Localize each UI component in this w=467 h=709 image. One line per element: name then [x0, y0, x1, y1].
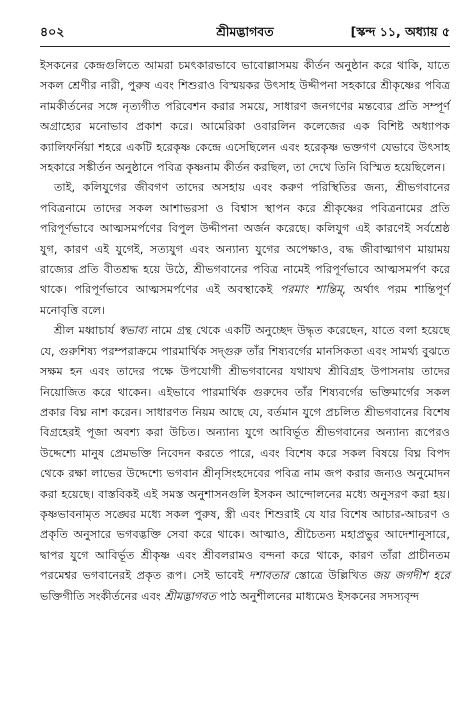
- italic-text: জয় জগদীশ হরে: [372, 569, 451, 583]
- book-page: [40, 22, 450, 692]
- paragraph-text: অর্থাৎ পরম শান্তিপূর্ণ মনোবৃত্তি বলে।: [40, 283, 450, 317]
- italic-text: স্বভাব্য: [118, 324, 147, 338]
- paragraph: [40, 321, 450, 607]
- page-body: [40, 56, 450, 607]
- paragraph-text: স্তোত্রে উল্লিখিত: [288, 569, 373, 583]
- italic-text: পরমাং শান্তিম্,: [279, 283, 347, 297]
- paragraph-text: ভক্তিগীতি সংকীর্তনের এবং: [40, 589, 165, 603]
- italic-text: শ্রীমদ্ভাগবত: [164, 589, 217, 603]
- paragraph-text: তাই, কলিযুগের জীবগণ তাদের অসহায় এবং করুণ পরিস্থিতির জন্য, শ্রীভগবানের পবিত্রনামে তাদের সকল আশাভরসা ও বিশ্বাস স্থাপন করে শ্রীকৃষ্ণের পবিত্রনামের প্রতি পরিপূর্ণভাবে আত্মসমর্পণের বিপুল উদ্দীপনা অর্জন করেছে। কলিযুগ এই কারণেই সর্বশ্রেষ্ঠ যুগ, কারণ এই যুগেই, সত্যযুগ এবং অন্যান্য যুগের অপেক্ষাও, বদ্ধ জীবাত্মাগণ মায়াময় রাজ্যের প্রতি বীতশ্রদ্ধ হয়ে উঠে, শ্রীভগবানের পবিত্র নামেই পরিপূর্ণভাবে আত্মসমর্পণ করে থাকে। পরিপূর্ণভাবে আত্মসমর্পণের এই অবস্থাকেই: [40, 181, 450, 297]
- paragraph-text: নামে গ্রন্থ থেকে একটি অনুচ্ছেদ উদ্ধৃত করেছেন, যাতে বলা হয়েছে যে, গুরুশিষ্য পরম্পরাক্রমে পারমার্থিক সদ্গুরু তাঁর শিষ্যবর্গের মানসিকতা এবং সামর্থ্য বুঝতে সক্ষম হন এবং তাদের পক্ষে উপযোগী শ্রীভগবানের যথাযথ শ্রীবিগ্রহ উপাসনায় তাদের নিয়োজিত করে থাকেন। এইভাবে পারমার্থিক গুরুদেব তাঁর শিষ্যবর্গের ভক্তিমার্গের সকল প্রকার বিঘ্ন নাশ করেন। সাধারণত নিয়ম আছে যে, বর্তমান যুগে প্রচলিত শ্রীভগবানের বিশেষ বিগ্রহেরই পূজা অবশ্য করা উচিত। অন্যান্য যুগে আবির্ভূত শ্রীভগবানের অন্যান্য রূপেরও উদ্দেশ্যে মানুষ প্রেমভক্তি নিবেদন করতে পারে, এবং বিশেষ করে সকল বিষয়ে বিঘ্ন বিপদ থেকে রক্ষা লাভের উদ্দেশ্যে ভগবান শ্রীনৃসিংহদেবের পবিত্র নাম জপ করার জন্যও অনুমোদন করা হয়েছে। বাস্তবিকই এই সমস্ত অনুশাসনগুলি ইসকন আন্দোলনের মধ্যে অনুসরণ করা হয়। কৃষ্ণভাবনামৃত সঙ্ঘের মধ্যে সকল পুরুষ, স্ত্রী এবং শিশুরাই যে যার বিশেষ আচার-আচরণ ও প্রকৃতি অনুসারে ভগবদ্ভক্তি সেবা করে থাকে। আত্মাও, শ্রীচৈতন্য মহাপ্রভুর আদেশানুসারে, দ্বাপর যুগে আবির্ভূত শ্রীকৃষ্ণ এবং শ্রীবলরামও বন্দনা করে থাকে, কারণ তাঁরা প্রাচীনতম পরমেশ্বর ভগবানেরই প্রকৃত রূপ। সেই ভাবেই: [40, 324, 450, 583]
- italic-text: দশাবতার: [248, 569, 289, 583]
- paragraph-text: পাঠ অনুশীলনের মাধ্যমেও ইসকনের সদস্যবৃন্দ: [216, 589, 420, 603]
- paragraph: [40, 178, 450, 321]
- page-number: ৪০২: [40, 24, 65, 39]
- running-header: [40, 22, 450, 47]
- book-title: শ্রীমদ্ভাগবত: [216, 24, 274, 39]
- paragraph-text: ইসকনের কেন্দ্রগুলিতে আমরা চমৎকারভাবে ভাবোল্লাসময় কীর্তন অনুষ্ঠান করে থাকি, যাতে সকল শ্রেণীর নারী, পুরুষ এবং শিশুরাও বিস্ময়কর উৎসাহ উদ্দীপনা সহকারে শ্রীকৃষ্ণের পবিত্র নামকীর্তনের সঙ্গে নৃত্যগীত পরিবেশন করার সময়ে, সাধারণ জনগণের মন্তব্যের প্রতি সম্পূর্ণ অগ্রাহ্যের মনোভাব প্রকাশ করে। আমেরিকা ওবারলিন কলেজের এক বিশিষ্ট অধ্যাপক ক্যালিফর্নিয়া শহরে একটি হরেকৃষ্ণ কেন্দ্রে এসেছিলেন এবং হরেকৃষ্ণ ভক্তগণ যেভাবে উৎসাহ সহকারে সঙ্কীর্তন অনুষ্ঠানে পবিত্র কৃষ্ণনাম কীর্তন করছিল, তা দেখে তিনি বিস্মিত হয়েছিলেন।: [40, 59, 450, 175]
- paragraph-text: শ্রীল মধ্বাচার্য: [54, 324, 119, 338]
- canto-chapter-label: [স্কন্দ ১১, অধ্যায় ৫: [350, 24, 450, 39]
- paragraph: [40, 56, 450, 178]
